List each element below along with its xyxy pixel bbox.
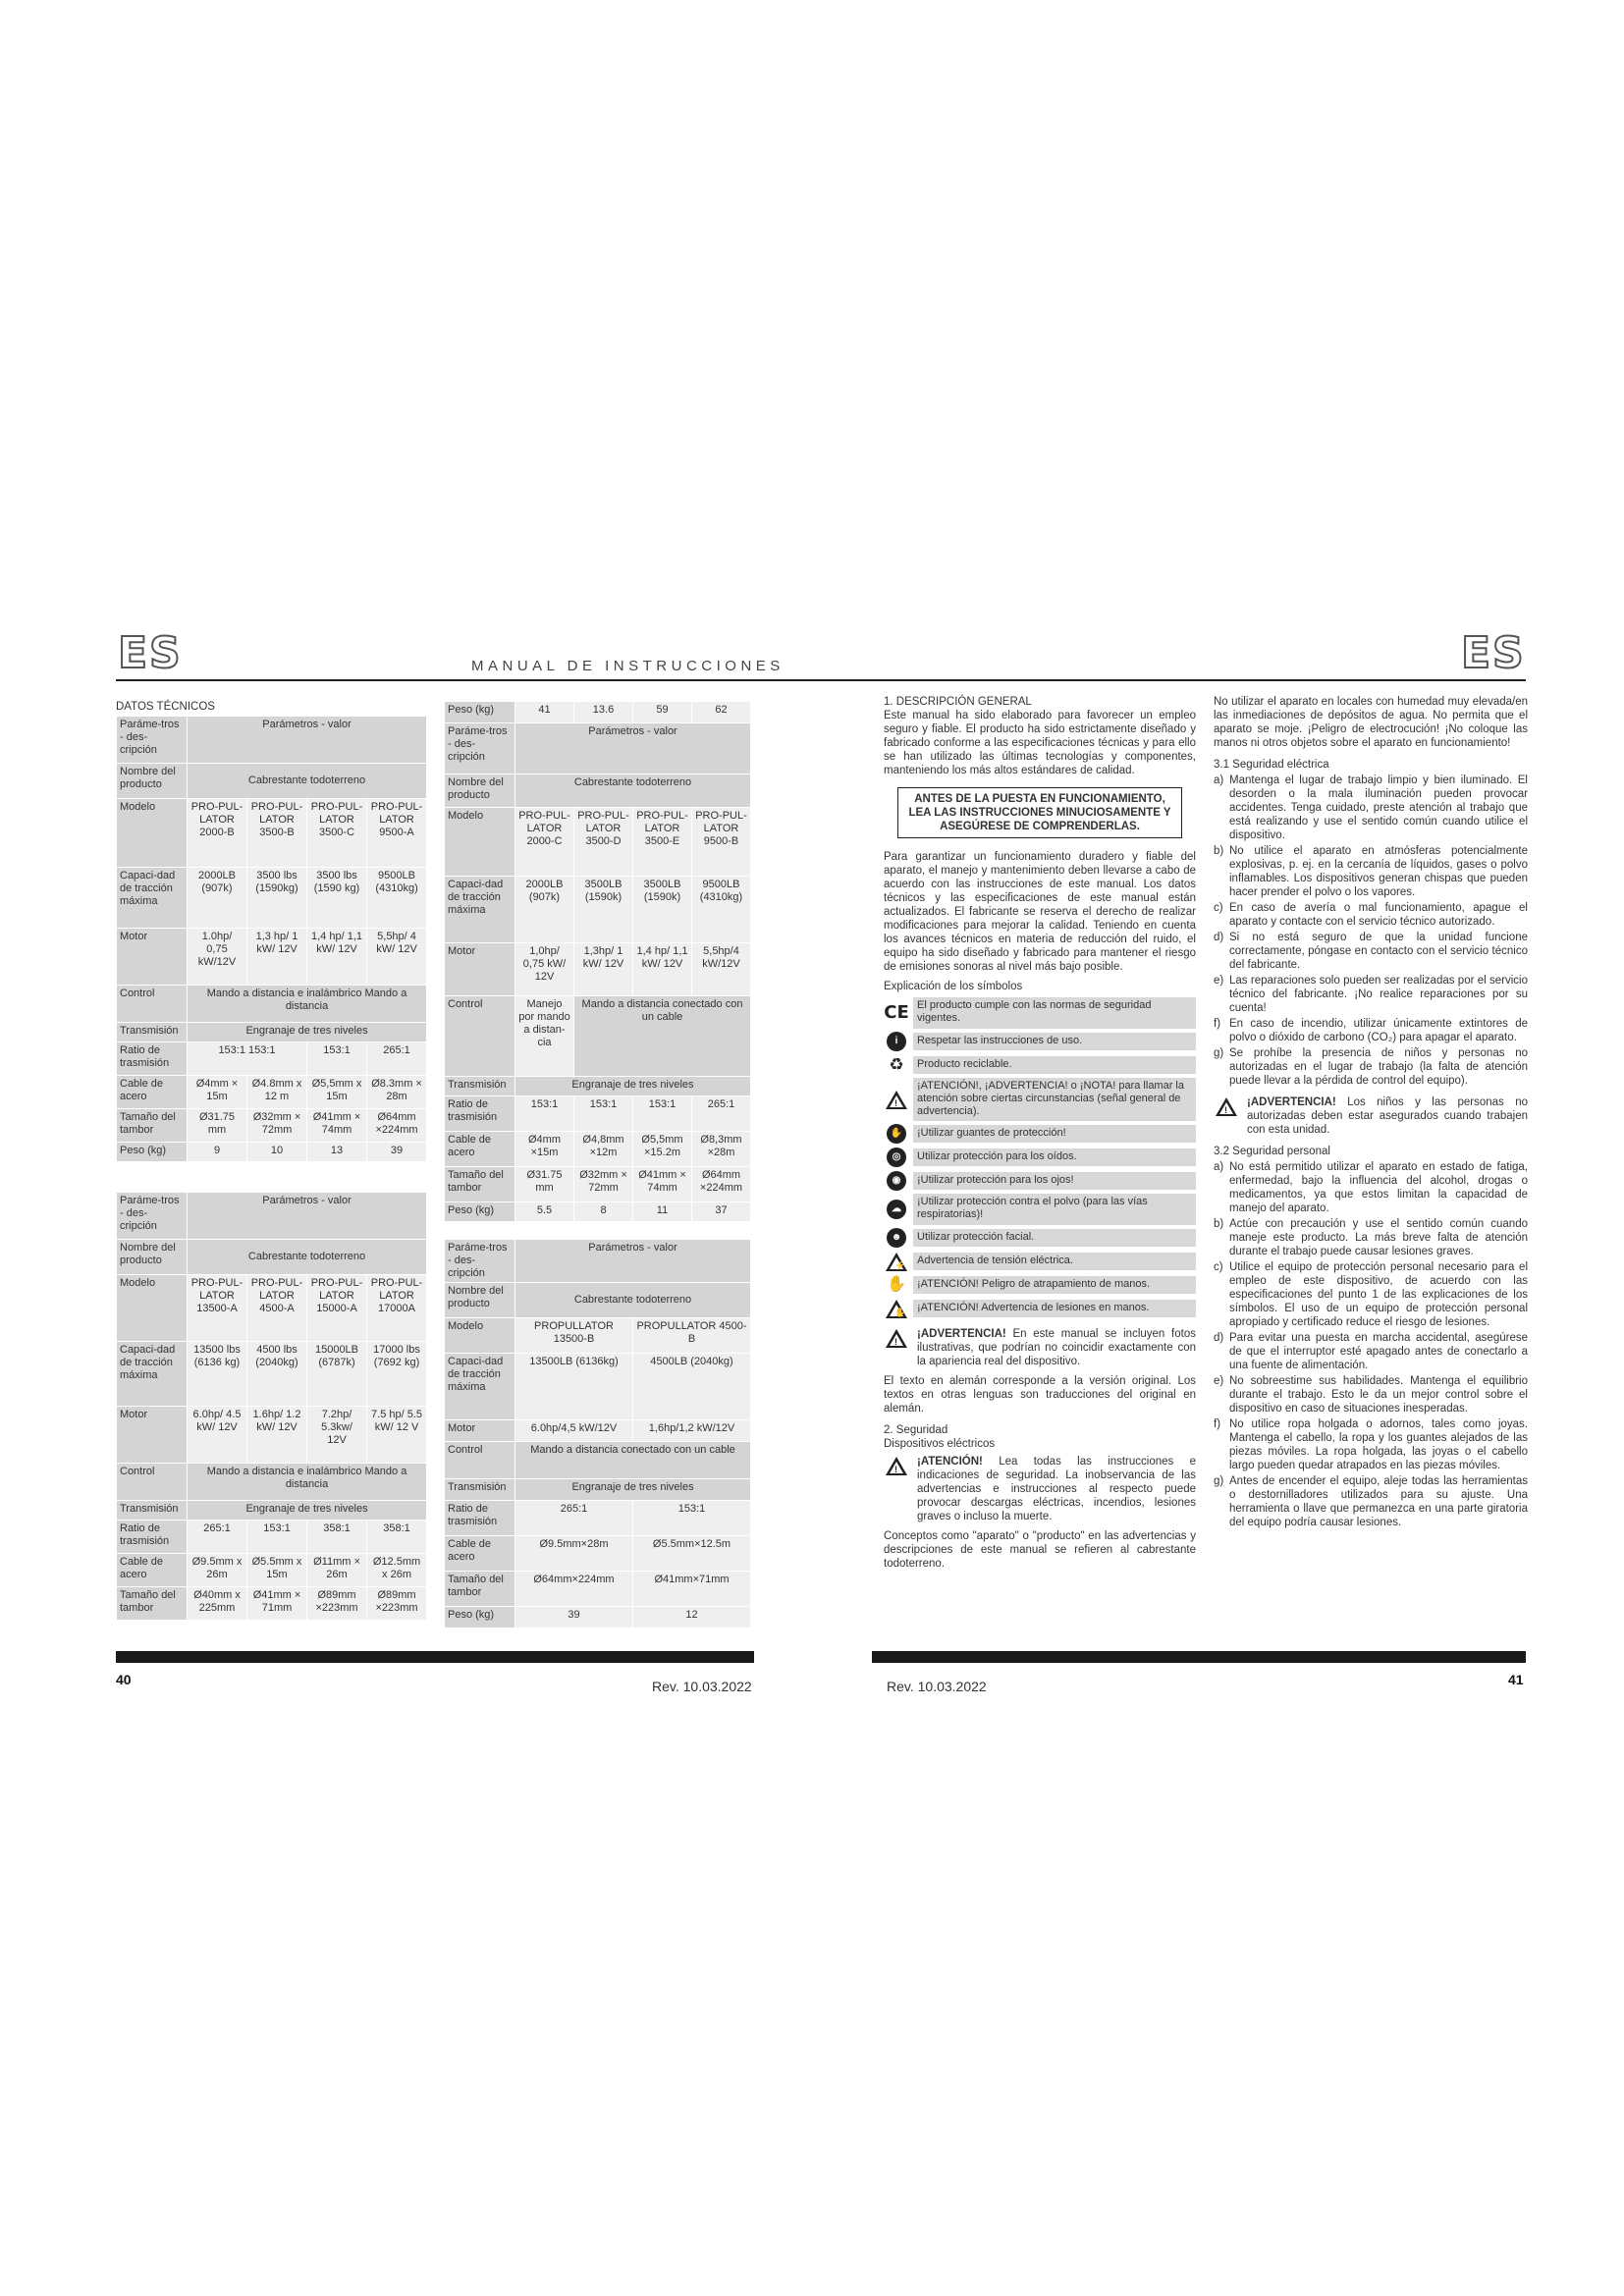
cable-label: Cable de acero xyxy=(117,1554,188,1587)
capacidad-label: Capaci-dad de tracción máxima xyxy=(117,868,188,929)
ratio-label: Ratio de trasmisión xyxy=(117,1521,188,1554)
modelo-cell: PRO-PUL-LATOR 9500-B xyxy=(692,808,751,877)
control-label: Control xyxy=(445,1442,515,1479)
nombre-value: Cabrestante todoterreno xyxy=(188,1240,427,1275)
section-3-2-title: 3.2 Seguridad personal xyxy=(1214,1146,1330,1157)
capacidad-cell: 3500 lbs (1590kg) xyxy=(247,868,307,929)
warning-triangle-icon: ! xyxy=(1214,1095,1247,1137)
page-number-right: 41 xyxy=(1508,1672,1524,1687)
modelo-label: Modelo xyxy=(117,1275,188,1342)
concepts-note: Conceptos como "aparato" o "producto" en las advertencias y descripciones de este manual se refieren al cabrestante todoterreno. xyxy=(884,1530,1196,1570)
param-label: Paráme-tros - des-cripción xyxy=(445,723,515,774)
modelo-cell: PROPULLATOR 13500-B xyxy=(515,1318,633,1354)
capacidad-cell: 2000LB (907k) xyxy=(515,877,574,943)
warning-label: ¡ADVERTENCIA! xyxy=(1247,1096,1336,1108)
ratio-label: Ratio de trasmisión xyxy=(445,1096,515,1132)
modelo-cell: PRO-PUL-LATOR 13500-A xyxy=(188,1275,247,1342)
symbol-row xyxy=(884,1298,1196,1319)
header-rule xyxy=(116,679,1526,681)
symbol-text: Advertencia de tensión eléctrica. xyxy=(913,1253,1196,1270)
capacidad-cell: 17000 lbs (7692 kg) xyxy=(367,1342,427,1407)
tambor-cell: Ø32mm × 72mm xyxy=(574,1167,633,1202)
peso-cell: 39 xyxy=(515,1607,633,1629)
nombre-label: Nombre del producto xyxy=(117,764,188,799)
cable-cell: Ø5,5mm ×15.2m xyxy=(633,1132,692,1167)
footer-bar-left xyxy=(116,1651,754,1663)
motor-cell: 1,6hp/1,2 kW/12V xyxy=(633,1420,751,1442)
list-item: g) Se prohíbe la presencia de niños y personas no autorizadas en el lugar de trabajo (la falta de atención puede llevar a la pérdida de control del equipo). xyxy=(1214,1047,1528,1087)
motor-cell: 1,3hp/ 1 kW/ 12V xyxy=(574,943,633,996)
spec-table-2 xyxy=(116,1192,427,1621)
symbol-text: ¡Utilizar guantes de protección! xyxy=(913,1125,1196,1143)
tambor-cell: Ø31.75 mm xyxy=(515,1167,574,1202)
nombre-value: Cabrestante todoterreno xyxy=(188,764,427,799)
ratio-cell: 153:1 xyxy=(633,1501,751,1536)
spec-table-4 xyxy=(444,1239,751,1629)
control-cell: Manejo por mando a distan-cia xyxy=(515,996,574,1077)
modelo-cell: PRO-PUL-LATOR 3500-D xyxy=(574,808,633,877)
cable-cell: Ø11mm × 26m xyxy=(307,1554,367,1587)
cable-label: Cable de acero xyxy=(445,1536,515,1572)
warning-triangle-icon: ! xyxy=(884,1327,917,1368)
symbol-row xyxy=(884,1194,1196,1225)
nombre-label: Nombre del producto xyxy=(445,1283,515,1318)
symbol-text: ¡ATENCIÓN!, ¡ADVERTENCIA! o ¡NOTA! para llamar la atención sobre ciertas circunstancias (señal general de advertencia). xyxy=(913,1078,1196,1121)
tambor-label: Tamaño del tambor xyxy=(117,1587,188,1621)
modelo-cell: PRO-PUL-LATOR 15000-A xyxy=(307,1275,367,1342)
cable-cell: Ø4mm ×15m xyxy=(515,1132,574,1167)
list-item: d) Si no está seguro de que la unidad funcione correctamente, póngase en contacto con el servicio técnico del fabricante. xyxy=(1214,932,1528,971)
injury-warning-icon: ✋ xyxy=(884,1298,909,1319)
tambor-cell: Ø41mm × 74mm xyxy=(633,1167,692,1202)
tambor-cell: Ø41mm × 71mm xyxy=(247,1587,307,1621)
capacidad-cell: 3500LB (1590k) xyxy=(574,877,633,943)
symbol-row xyxy=(884,997,1196,1029)
cable-cell: Ø5.5mm x 15m xyxy=(247,1554,307,1587)
modelo-cell: PRO-PUL-LATOR 2000-C xyxy=(515,808,574,877)
peso-cell: 39 xyxy=(367,1143,427,1162)
modelo-cell: PRO-PUL-LATOR 3500-B xyxy=(247,799,307,868)
peso-cell: 11 xyxy=(633,1202,692,1222)
section-2-title: 2. Seguridad xyxy=(884,1424,948,1436)
peso-label: Peso (kg) xyxy=(445,1202,515,1222)
spec-table-1 xyxy=(116,716,427,1162)
tambor-cell: Ø32mm × 72mm xyxy=(247,1109,307,1143)
modelo-cell: PRO-PUL-LATOR 3500-E xyxy=(633,808,692,877)
cable-cell: Ø9.5mm×28m xyxy=(515,1536,633,1572)
capacidad-cell: 4500 lbs (2040kg) xyxy=(247,1342,307,1407)
peso-label: Peso (kg) xyxy=(445,702,515,723)
motor-cell: 6.0hp/4,5 kW/12V xyxy=(515,1420,633,1442)
nombre-value: Cabrestante todoterreno xyxy=(515,1283,751,1318)
modelo-label: Modelo xyxy=(445,1318,515,1354)
motor-label: Motor xyxy=(117,929,188,986)
peso-cell: 59 xyxy=(633,702,692,723)
symbol-row xyxy=(884,1251,1196,1272)
modelo-cell: PROPULLATOR 4500-B xyxy=(633,1318,751,1354)
capacidad-label: Capaci-dad de tracción máxima xyxy=(445,1354,515,1420)
control-value: Mando a distancia conectado con un cable xyxy=(574,996,751,1077)
symbol-text: Respetar las instrucciones de uso. xyxy=(913,1033,1196,1050)
transmision-value: Engranaje de tres niveles xyxy=(188,1501,427,1521)
tambor-cell: Ø31.75 mm xyxy=(188,1109,247,1143)
nombre-value: Cabrestante todoterreno xyxy=(515,774,751,808)
capacidad-cell: 2000LB (907k) xyxy=(188,868,247,929)
ratio-cell: 153:1 xyxy=(307,1042,367,1076)
warning-triangle-icon: ! xyxy=(884,1455,917,1523)
right-column-1 xyxy=(884,695,1196,1576)
capacidad-cell: 3500 lbs (1590 kg) xyxy=(307,868,367,929)
list-item: c) En caso de avería o mal funcionamiento, apague el aparato y contacte con el servicio técnico autorizado. xyxy=(1214,902,1528,928)
symbol-text: Utilizar protección facial. xyxy=(913,1229,1196,1247)
peso-cell: 8 xyxy=(574,1202,633,1222)
control-value: Mando a distancia e inalámbrico Mando a distancia xyxy=(188,986,427,1023)
motor-label: Motor xyxy=(117,1407,188,1464)
param-label: Paráme-tros - des-cripción xyxy=(445,1240,515,1283)
list-item: f) En caso de incendio, utilizar únicamente extintores de polvo o dióxido de carbono (CO₂) para apagar el aparato. xyxy=(1214,1018,1528,1043)
peso-cell: 10 xyxy=(247,1143,307,1162)
nombre-label: Nombre del producto xyxy=(117,1240,188,1275)
param-value-header: Parámetros - valor xyxy=(188,1193,427,1240)
cable-cell: Ø5.5mm×12.5m xyxy=(633,1536,751,1572)
motor-cell: 5,5hp/4 kW/12V xyxy=(692,943,751,996)
tambor-cell: Ø40mm x 225mm xyxy=(188,1587,247,1621)
cable-cell: Ø4,8mm ×12m xyxy=(574,1132,633,1167)
ratio-cell: 153:1 153:1 xyxy=(188,1042,307,1076)
attention-text: Lea todas las instrucciones e indicaciones de seguridad. La inobservancia de las advertencias e instrucciones al respecto puede provocar descargas eléctricas, incendios, lesiones graves o incluso la muerte. xyxy=(917,1456,1196,1522)
list-item: e) Las reparaciones solo pueden ser realizadas por el servicio técnico del fabricante. ¡No realice reparaciones por su cuenta! xyxy=(1214,975,1528,1014)
transmision-label: Transmisión xyxy=(445,1479,515,1501)
cable-label: Cable de acero xyxy=(445,1132,515,1167)
tambor-label: Tamaño del tambor xyxy=(445,1572,515,1607)
motor-cell: 6.0hp/ 4.5 kW/ 12V xyxy=(188,1407,247,1464)
cable-cell: Ø5,5mm x 15m xyxy=(307,1076,367,1109)
control-value: Mando a distancia conectado con un cable xyxy=(515,1442,751,1479)
cable-cell: Ø8,3mm ×28m xyxy=(692,1132,751,1167)
tambor-cell: Ø64mm ×224mm xyxy=(367,1109,427,1143)
list-item: e) No sobreestime sus habilidades. Mantenga el equilibrio durante el trabajo. Esto le da un mejor control sobre el dispositivo en caso de situaciones inesperadas. xyxy=(1214,1375,1528,1415)
ratio-cell: 358:1 xyxy=(367,1521,427,1554)
document-title: MANUAL DE INSTRUCCIONES xyxy=(471,658,785,674)
revision-date-right: Rev. 10.03.2022 xyxy=(887,1679,987,1694)
motor-cell: 1,4 hp/ 1,1 kW/ 12V xyxy=(307,929,367,986)
symbol-text: Producto reciclable. xyxy=(913,1056,1196,1074)
ratio-cell: 265:1 xyxy=(692,1096,751,1132)
list-item: g) Antes de encender el equipo, aleje todas las herramientas o destornilladores utilizados para su ajuste. Una herramienta o llave que permanezca en una parte giratoria del equipo podría causar lesiones. xyxy=(1214,1475,1528,1528)
capacidad-label: Capaci-dad de tracción máxima xyxy=(117,1342,188,1407)
modelo-cell: PRO-PUL-LATOR 2000-B xyxy=(188,799,247,868)
list-item: b) Actúe con precaución y use el sentido común cuando maneje este producto. La más breve falta de atención durante el trabajo puede causar lesiones graves. xyxy=(1214,1218,1528,1257)
symbol-text: Utilizar protección para los oídos. xyxy=(913,1148,1196,1166)
tambor-label: Tamaño del tambor xyxy=(445,1167,515,1202)
peso-label: Peso (kg) xyxy=(117,1143,188,1162)
capacidad-label: Capaci-dad de tracción máxima xyxy=(445,877,515,943)
control-value: Mando a distancia e inalámbrico Mando a distancia xyxy=(188,1464,427,1501)
peso-cell: 9 xyxy=(188,1143,247,1162)
warning-text: En este manual se incluyen fotos ilustrativas, que podrían no coincidir exactamente con la apariencia real del dispositivo. xyxy=(917,1328,1196,1367)
transmision-value: Engranaje de tres niveles xyxy=(188,1023,427,1042)
peso-cell: 41 xyxy=(515,702,574,723)
right-column-2 xyxy=(1214,695,1528,1531)
capacidad-cell: 9500LB (4310kg) xyxy=(367,868,427,929)
motor-cell: 1,0hp/ 0,75 kW/ 12V xyxy=(515,943,574,996)
face-shield-icon: ☻ xyxy=(884,1227,909,1249)
ratio-cell: 358:1 xyxy=(307,1521,367,1554)
language-mark-right: ES xyxy=(1461,628,1526,678)
read-instructions-box: ANTES DE LA PUESTA EN FUNCIONAMIENTO, LEA LAS INSTRUCCIONES MINUCIOSAMENTE Y ASEGÚRESE DE COMPRENDERLAS. xyxy=(897,787,1182,838)
tambor-label: Tamaño del tambor xyxy=(117,1109,188,1143)
eye-protection-icon: ◉ xyxy=(884,1170,909,1192)
children-warning xyxy=(1214,1095,1528,1137)
page-number-left: 40 xyxy=(116,1672,132,1687)
symbol-row xyxy=(884,1227,1196,1249)
param-value-header: Parámetros - valor xyxy=(515,1240,751,1283)
motor-cell: 1.6hp/ 1.2 kW/ 12V xyxy=(247,1407,307,1464)
symbol-row xyxy=(884,1078,1196,1121)
tambor-cell: Ø64mm ×224mm xyxy=(692,1167,751,1202)
photos-warning xyxy=(884,1327,1196,1368)
symbol-text: ¡Utilizar protección contra el polvo (para las vías respiratorias)! xyxy=(913,1194,1196,1225)
modelo-label: Modelo xyxy=(117,799,188,868)
motor-cell: 7.5 hp/ 5.5 kW/ 12 V xyxy=(367,1407,427,1464)
list-item: a) No está permitido utilizar el aparato en estado de fatiga, enfermedad, bajo la influencia del alcohol, drogas o medicamentos, ya que estos limitan la capacidad de manejo del aparato. xyxy=(1214,1161,1528,1214)
tambor-cell: Ø41mm × 74mm xyxy=(307,1109,367,1143)
gloves-icon: ✋ xyxy=(884,1123,909,1145)
symbols-list xyxy=(884,997,1196,1319)
language-mark-left: ES xyxy=(118,628,183,678)
peso-cell: 62 xyxy=(692,702,751,723)
param-value-header: Parámetros - valor xyxy=(188,717,427,764)
cable-cell: Ø8.3mm × 28m xyxy=(367,1076,427,1109)
section-3-1-title: 3.1 Seguridad eléctrica xyxy=(1214,759,1329,771)
symbol-text: ¡ATENCIÓN! Peligro de atrapamiento de manos. xyxy=(913,1276,1196,1294)
ratio-label: Ratio de trasmisión xyxy=(117,1042,188,1076)
symbol-row xyxy=(884,1147,1196,1168)
capacidad-cell: 9500LB (4310kg) xyxy=(692,877,751,943)
section-2-subtitle: Dispositivos eléctricos xyxy=(884,1438,996,1450)
transmision-value: Engranaje de tres niveles xyxy=(515,1077,751,1096)
modelo-cell: PRO-PUL-LATOR 9500-A xyxy=(367,799,427,868)
transmision-label: Transmisión xyxy=(445,1077,515,1096)
mask-icon: ☁ xyxy=(884,1199,909,1220)
symbol-row xyxy=(884,1031,1196,1052)
tambor-cell: Ø64mm×224mm xyxy=(515,1572,633,1607)
ratio-label: Ratio de trasmisión xyxy=(445,1501,515,1536)
tambor-cell: Ø41mm×71mm xyxy=(633,1572,751,1607)
control-label: Control xyxy=(445,996,515,1077)
personal-safety-list xyxy=(1214,1160,1528,1529)
modelo-cell: PRO-PUL-LATOR 3500-C xyxy=(307,799,367,868)
ratio-cell: 153:1 xyxy=(574,1096,633,1132)
modelo-label: Modelo xyxy=(445,808,515,877)
list-item: c) Utilice el equipo de protección personal necesario para el empleo de este dispositivo, de acuerdo con las especificaciones del punto 1 de las explicaciones de los símbolos. El uso de un equipo de protección personal apropiado y certificado reduce el riesgo de lesiones. xyxy=(1214,1261,1528,1328)
nombre-label: Nombre del producto xyxy=(445,774,515,808)
param-label: Paráme-tros - des-cripción xyxy=(117,1193,188,1240)
electrical-safety-list xyxy=(1214,774,1528,1088)
symbol-row xyxy=(884,1170,1196,1192)
modelo-cell: PRO-PUL-LATOR 17000A xyxy=(367,1275,427,1342)
hand-crush-icon: ✋ xyxy=(887,1276,906,1293)
ratio-cell: 265:1 xyxy=(515,1501,633,1536)
capacidad-cell: 4500LB (2040kg) xyxy=(633,1354,751,1420)
peso-label: Peso (kg) xyxy=(445,1607,515,1629)
tambor-cell: Ø89mm ×223mm xyxy=(367,1587,427,1621)
cable-cell: Ø12.5mm x 26m xyxy=(367,1554,427,1587)
list-item: d) Para evitar una puesta en marcha accidental, asegúrese de que el interruptor esté apagado antes de conectarlo a una fuente de alimentación. xyxy=(1214,1332,1528,1371)
safety-attention xyxy=(884,1455,1196,1523)
electric-warning-icon: ⚡ xyxy=(884,1251,909,1272)
motor-cell: 1,3 hp/ 1 kW/ 12V xyxy=(247,929,307,986)
attention-label: ¡ATENCIÓN! xyxy=(917,1456,983,1468)
manual-icon: i xyxy=(884,1031,909,1052)
ratio-cell: 265:1 xyxy=(367,1042,427,1076)
motor-label: Motor xyxy=(445,943,515,996)
symbol-row xyxy=(884,1054,1196,1076)
warning-text: Los niños y las personas no autorizadas deben estar asegurados cuando trabajen con esta unidad. xyxy=(1247,1096,1528,1136)
cable-label: Cable de acero xyxy=(117,1076,188,1109)
tambor-cell: Ø89mm ×223mm xyxy=(307,1587,367,1621)
symbol-row xyxy=(884,1123,1196,1145)
capacidad-cell: 13500LB (6136kg) xyxy=(515,1354,633,1420)
symbol-text: ¡ATENCIÓN! Advertencia de lesiones en manos. xyxy=(913,1300,1196,1317)
transmision-label: Transmisión xyxy=(117,1023,188,1042)
cable-cell: Ø4mm × 15m xyxy=(188,1076,247,1109)
peso-cell: 12 xyxy=(633,1607,751,1629)
section-1-paragraph: Este manual ha sido elaborado para favorecer un empleo seguro y fiable. El producto ha sido estrictamente diseñado y fabricado conforme a las especificaciones técnicas y para ello se han utilizado las últimas tecnologías y componentes, manteniendo los más altos estándares de calidad. xyxy=(884,710,1196,776)
peso-cell: 37 xyxy=(692,1202,751,1222)
list-item: f) No utilice ropa holgada o adornos, tales como joyas. Mantenga el cabello, la ropa y los guantes alejados de las piezas móviles. La ropa holgada, las joyas o el cabello largo pueden quedar atrapados en las piezas móviles. xyxy=(1214,1418,1528,1471)
spec-table-3 xyxy=(444,701,751,1222)
symbol-row xyxy=(884,1274,1196,1296)
param-label: Paráme-tros - des-cripción xyxy=(117,717,188,764)
peso-cell: 5.5 xyxy=(515,1202,574,1222)
language-note: El texto en alemán corresponde a la versión original. Los textos en otras lenguas son traducciones del original en alemán. xyxy=(884,1375,1196,1415)
transmision-value: Engranaje de tres niveles xyxy=(515,1479,751,1501)
ce-mark-icon: CE xyxy=(884,1002,909,1023)
peso-cell: 13 xyxy=(307,1143,367,1162)
transmision-label: Transmisión xyxy=(117,1501,188,1521)
capacidad-cell: 3500LB (1590k) xyxy=(633,877,692,943)
ratio-cell: 153:1 xyxy=(247,1521,307,1554)
humidity-paragraph: No utilizar el aparato en locales con humedad muy elevada/en las inmediaciones de depósitos de agua. No permita que el aparato se moje. ¡Peligro de electrocución! ¡No coloque las manos ni otros objetos sobre el aparato en funcionamiento! xyxy=(1214,696,1528,749)
section-1-title: 1. DESCRIPCIÓN GENERAL xyxy=(884,696,1032,708)
recycle-icon: ♻ xyxy=(889,1055,904,1074)
motor-label: Motor xyxy=(445,1420,515,1442)
control-label: Control xyxy=(117,986,188,1023)
symbol-text: ¡Utilizar protección para los ojos! xyxy=(913,1172,1196,1190)
section-1-paragraph-2: Para garantizar un funcionamiento duradero y fiable del aparato, el manejo y mantenimiento deben llevarse a cabo de acuerdo con las instrucciones de este manual. Los datos técnicos y las especificaciones de este manual están actualizados. El fabricante se reserva el derecho de realizar modificaciones para mejorar la calidad. Teniendo en cuenta los avances técnicos en materia de reducción del ruido, el equipo ha sido diseñado y fabricado para mantener el riesgo de emisiones sonoras al nivel más bajo posible. xyxy=(884,851,1196,973)
peso-cell: 13.6 xyxy=(574,702,633,723)
control-label: Control xyxy=(117,1464,188,1501)
ratio-cell: 153:1 xyxy=(515,1096,574,1132)
warning-label: ¡ADVERTENCIA! xyxy=(917,1328,1006,1340)
cable-cell: Ø9.5mm x 26m xyxy=(188,1554,247,1587)
capacidad-cell: 15000LB (6787k) xyxy=(307,1342,367,1407)
symbol-text: El producto cumple con las normas de seguridad vigentes. xyxy=(913,997,1196,1029)
footer-bar-right xyxy=(872,1651,1526,1663)
cable-cell: Ø4.8mm x 12 m xyxy=(247,1076,307,1109)
motor-cell: 1,4 hp/ 1,1 kW/ 12V xyxy=(633,943,692,996)
ratio-cell: 265:1 xyxy=(188,1521,247,1554)
list-item: a) Mantenga el lugar de trabajo limpio y bien iluminado. El desorden o la mala iluminación pueden provocar accidentes. Tenga cuidado, preste atención al trabajo que está realizando y use el sentido común cuando utilice el dispositivo. xyxy=(1214,774,1528,841)
ear-protection-icon: ◎ xyxy=(884,1147,909,1168)
motor-cell: 1.0hp/ 0,75 kW/12V xyxy=(188,929,247,986)
modelo-cell: PRO-PUL-LATOR 4500-A xyxy=(247,1275,307,1342)
capacidad-cell: 13500 lbs (6136 kg) xyxy=(188,1342,247,1407)
motor-cell: 7.2hp/ 5.3kw/ 12V xyxy=(307,1407,367,1464)
symbols-title: Explicación de los símbolos xyxy=(884,981,1023,992)
warning-triangle-icon: ! xyxy=(884,1089,909,1110)
revision-date-left: Rev. 10.03.2022 xyxy=(652,1679,752,1694)
param-value-header: Parámetros - valor xyxy=(515,723,751,774)
ratio-cell: 153:1 xyxy=(633,1096,692,1132)
section-title-datos-tecnicos: DATOS TÉCNICOS xyxy=(116,701,215,713)
motor-cell: 5,5hp/ 4 kW/ 12V xyxy=(367,929,427,986)
list-item: b) No utilice el aparato en atmósferas potencialmente explosivas, p. ej. en la cercanía de líquidos, gases o polvo inflamables. Los dispositivos generan chispas que pueden hacer prender el polvo o los vapores. xyxy=(1214,845,1528,898)
